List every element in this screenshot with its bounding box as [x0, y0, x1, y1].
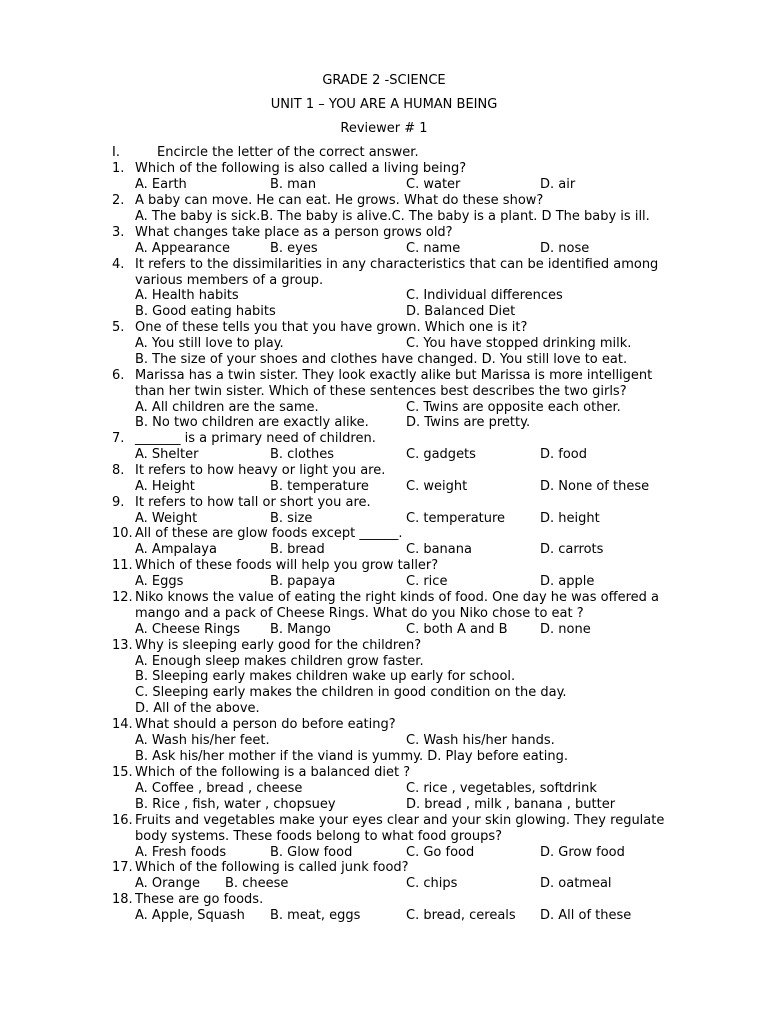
question-number: 15. — [112, 765, 133, 780]
answer-choice: D. bread , milk , banana , butter — [406, 797, 616, 812]
answer-choice: B. cheese — [225, 876, 289, 891]
answer-choice: D. All of the above. — [135, 701, 260, 716]
answer-choice: D. air — [540, 177, 576, 192]
question-number: 8. — [112, 463, 125, 478]
answer-choice: B. temperature — [270, 479, 369, 494]
question-number: 2. — [112, 193, 125, 208]
answer-choice: C. Wash his/her hands. — [406, 733, 555, 748]
answer-choice: D. food — [540, 447, 588, 462]
question-text: Fruits and vegetables make your eyes clear and your skin glowing. They regulate — [135, 813, 665, 828]
answer-choice: D. none — [540, 622, 591, 637]
answer-choice: A. The baby is sick.B. The baby is alive.C. The baby is a plant. D The baby is ill. — [135, 209, 650, 224]
question-text: Which of the following is called junk food? — [135, 860, 409, 875]
answer-choice: D. nose — [540, 241, 590, 256]
answer-choice: D. Balanced Diet — [406, 304, 516, 319]
section-roman: I. — [112, 145, 120, 160]
answer-choice: C. banana — [406, 542, 472, 557]
question-text: What changes take place as a person grows old? — [135, 225, 453, 240]
answer-choice: C. Go food — [406, 845, 475, 860]
question-text: Which of these foods will help you grow taller? — [135, 558, 439, 573]
question-text: All of these are glow foods except ______. — [135, 526, 403, 541]
question-text: various members of a group. — [135, 273, 324, 288]
answer-choice: A. Ampalaya — [135, 542, 217, 557]
answer-choice: C. chips — [406, 876, 458, 891]
question-text: One of these tells you that you have grown. Which one is it? — [135, 320, 528, 335]
answer-choice: A. Shelter — [135, 447, 199, 462]
answer-choice: A. All children are the same. — [135, 400, 319, 415]
question-number: 6. — [112, 368, 125, 383]
answer-choice: C. Sleeping early makes the children in good condition on the day. — [135, 685, 567, 700]
answer-choice: A. Height — [135, 479, 195, 494]
answer-choice: B. Sleeping early makes children wake up early for school. — [135, 669, 516, 684]
answer-choice: B. Glow food — [270, 845, 353, 860]
question-text: It refers to how tall or short you are. — [135, 495, 371, 510]
answer-choice: C. name — [406, 241, 461, 256]
answer-choice: A. Orange — [135, 876, 200, 891]
answer-choice: A. Appearance — [135, 241, 230, 256]
answer-choice: B. The size of your shoes and clothes have changed. D. You still love to eat. — [135, 352, 628, 367]
answer-choice: A. Earth — [135, 177, 187, 192]
answer-choice: D. Twins are pretty. — [406, 415, 531, 430]
answer-choice: B. Mango — [270, 622, 331, 637]
question-number: 12. — [112, 590, 133, 605]
question-text: What should a person do before eating? — [135, 717, 396, 732]
answer-choice: A. Wash his/her feet. — [135, 733, 270, 748]
grade-title: GRADE 2 -SCIENCE — [322, 73, 446, 88]
answer-choice: D. height — [540, 511, 600, 526]
question-number: 13. — [112, 638, 133, 653]
answer-choice: A. Fresh foods — [135, 845, 227, 860]
answer-choice: B. man — [270, 177, 317, 192]
answer-choice: A. Cheese Rings — [135, 622, 241, 637]
question-number: 10. — [112, 526, 133, 541]
answer-choice: B. clothes — [270, 447, 335, 462]
answer-choice: C. You have stopped drinking milk. — [406, 336, 632, 351]
question-text: than her twin sister. Which of these sentences best describes the two girls? — [135, 384, 627, 399]
question-text: Marissa has a twin sister. They look exactly alike but Marissa is more intelligent — [135, 368, 653, 383]
answer-choice: C. bread, cereals — [406, 908, 516, 923]
question-text: Niko knows the value of eating the right kinds of food. One day he was offered a — [135, 590, 659, 605]
answer-choice: B. Good eating habits — [135, 304, 276, 319]
unit-title: UNIT 1 – YOU ARE A HUMAN BEING — [270, 97, 498, 112]
answer-choice: C. both A and B — [406, 622, 508, 637]
question-number: 5. — [112, 320, 125, 335]
answer-choice: D. None of these — [540, 479, 650, 494]
answer-choice: B. papaya — [270, 574, 336, 589]
question-text: Which of the following is a balanced diet ? — [135, 765, 411, 780]
question-text: These are go foods. — [135, 892, 264, 907]
question-text: body systems. These foods belong to what food groups? — [135, 829, 503, 844]
answer-choice: C. Individual differences — [406, 288, 563, 303]
question-number: 7. — [112, 431, 125, 446]
answer-choice: C. weight — [406, 479, 468, 494]
answer-choice: A. Health habits — [135, 288, 239, 303]
answer-choice: A. Weight — [135, 511, 198, 526]
answer-choice: B. Ask his/her mother if the viand is yummy. D. Play before eating. — [135, 749, 569, 764]
answer-choice: C. Twins are opposite each other. — [406, 400, 621, 415]
question-number: 16. — [112, 813, 133, 828]
answer-choice: D. carrots — [540, 542, 604, 557]
answer-choice: A. Apple, Squash — [135, 908, 245, 923]
answer-choice: B. eyes — [270, 241, 318, 256]
answer-choice: A. You still love to play. — [135, 336, 284, 351]
reviewer-title: Reviewer # 1 — [340, 121, 428, 136]
answer-choice: A. Eggs — [135, 574, 184, 589]
question-number: 9. — [112, 495, 125, 510]
question-number: 3. — [112, 225, 125, 240]
answer-choice: C. gadgets — [406, 447, 476, 462]
answer-choice: D. Grow food — [540, 845, 625, 860]
answer-choice: C. rice — [406, 574, 448, 589]
question-number: 11. — [112, 558, 133, 573]
question-number: 1. — [112, 161, 125, 176]
question-text: It refers to how heavy or light you are. — [135, 463, 386, 478]
question-number: 17. — [112, 860, 133, 875]
answer-choice: D. apple — [540, 574, 595, 589]
answer-choice: C. rice , vegetables, softdrink — [406, 781, 597, 796]
question-text: _______ is a primary need of children. — [135, 431, 376, 446]
section-instruction: Encircle the letter of the correct answer. — [157, 145, 419, 160]
answer-choice: B. No two children are exactly alike. — [135, 415, 369, 430]
question-text: Which of the following is also called a living being? — [135, 161, 467, 176]
answer-choice: B. meat, eggs — [270, 908, 361, 923]
question-number: 14. — [112, 717, 133, 732]
question-number: 18. — [112, 892, 133, 907]
question-text: Why is sleeping early good for the children? — [135, 638, 422, 653]
question-text: A baby can move. He can eat. He grows. What do these show? — [135, 193, 544, 208]
answer-choice: B. Rice , fish, water , chopsuey — [135, 797, 336, 812]
question-text: It refers to the dissimilarities in any characteristics that can be identified among — [135, 257, 659, 272]
answer-choice: B. bread — [270, 542, 325, 557]
answer-choice: A. Enough sleep makes children grow faster. — [135, 654, 424, 669]
answer-choice: B. size — [270, 511, 313, 526]
question-text: mango and a pack of Cheese Rings. What do you Niko chose to eat ? — [135, 606, 584, 621]
answer-choice: C. water — [406, 177, 461, 192]
answer-choice: D. All of these — [540, 908, 632, 923]
answer-choice: A. Coffee , bread , cheese — [135, 781, 303, 796]
answer-choice: D. oatmeal — [540, 876, 612, 891]
question-number: 4. — [112, 257, 125, 272]
answer-choice: C. temperature — [406, 511, 506, 526]
